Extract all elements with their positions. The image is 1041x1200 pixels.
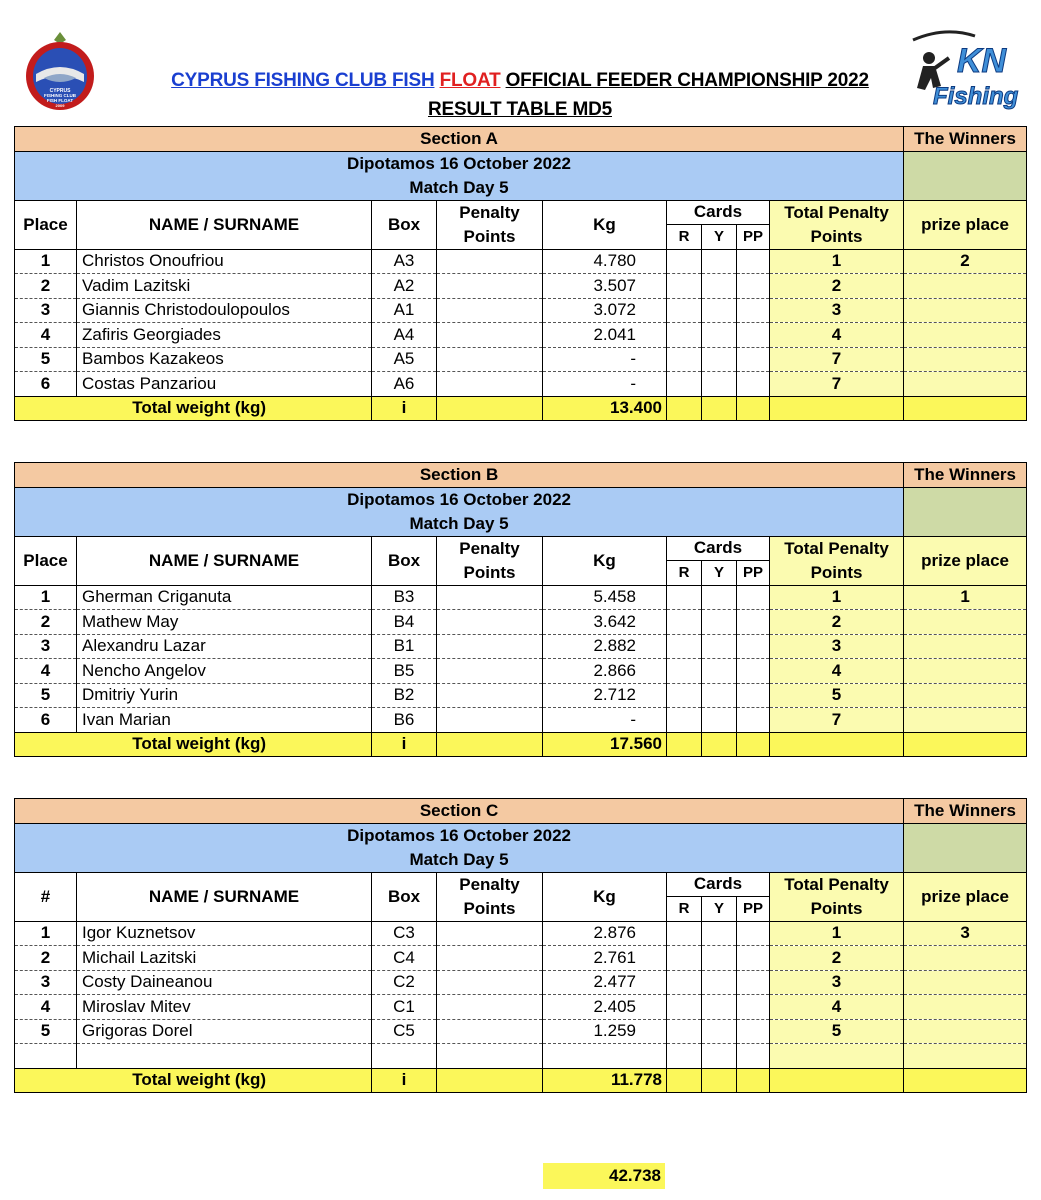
total-penalty-cell: 1 (770, 585, 904, 610)
kg-cell: - (543, 372, 667, 397)
name-cell: Costas Panzariou (77, 372, 372, 397)
card-pp-cell (737, 946, 770, 971)
kn-logo-text: KN (957, 42, 1007, 80)
name-cell: Grigoras Dorel (77, 1019, 372, 1044)
total-penalty-cell: 2 (770, 274, 904, 299)
card-y-cell (702, 659, 737, 684)
card-pp-cell (737, 274, 770, 299)
card-y-cell (702, 323, 737, 348)
total-weight-kg: 13.400 (543, 396, 667, 421)
box-cell: A2 (372, 274, 437, 299)
kg-header: Kg (543, 536, 667, 585)
penalty-cell (437, 372, 543, 397)
total-penalty-cell: 3 (770, 634, 904, 659)
card-pp-header: PP (737, 897, 770, 922)
prize-place-header: prize place (904, 200, 1027, 249)
penalty-cell (437, 610, 543, 635)
table-row (15, 274, 1027, 299)
box-header: Box (372, 200, 437, 249)
card-r-cell (667, 995, 702, 1020)
name-header: NAME / SURNAME (77, 536, 372, 585)
prize-place-cell (904, 372, 1027, 397)
card-y-cell (702, 274, 737, 299)
name-header: NAME / SURNAME (77, 200, 372, 249)
prize-place-header: prize place (904, 536, 1027, 585)
total-penalty-empty (437, 1068, 543, 1093)
prize-place-cell (904, 634, 1027, 659)
winners-header: The Winners (904, 127, 1027, 152)
total-penalty-cell: 4 (770, 995, 904, 1020)
total-penalty-header: Total Penalty (770, 872, 904, 897)
name-cell: Miroslav Mitev (77, 995, 372, 1020)
card-r-cell (667, 659, 702, 684)
penalty-cell (437, 249, 543, 274)
place-cell: 3 (15, 298, 77, 323)
winners-cell (904, 823, 1027, 872)
total-penalty-empty (437, 732, 543, 757)
box-cell: C1 (372, 995, 437, 1020)
table-row (15, 708, 1027, 733)
kg-cell: 2.761 (543, 946, 667, 971)
prize-place-cell (904, 970, 1027, 995)
total-weight-label: Total weight (kg) (15, 396, 372, 421)
card-y-cell (702, 946, 737, 971)
card-r-cell (667, 708, 702, 733)
table-row (15, 683, 1027, 708)
section-table (14, 462, 1027, 757)
prize-place-cell (904, 683, 1027, 708)
card-r-cell (667, 921, 702, 946)
total-penalty-cell: 5 (770, 1019, 904, 1044)
box-cell: C5 (372, 1019, 437, 1044)
kg-cell: 2.712 (543, 683, 667, 708)
total-penalty-cell: 7 (770, 708, 904, 733)
place-cell: 2 (15, 610, 77, 635)
penalty-cell (437, 1019, 543, 1044)
total-penalty-cell: 2 (770, 610, 904, 635)
card-r-cell (667, 323, 702, 348)
card-pp-cell (737, 298, 770, 323)
table-row (15, 970, 1027, 995)
name-cell: Dmitriy Yurin (77, 683, 372, 708)
penalty-cell (437, 921, 543, 946)
card-y-cell (702, 1019, 737, 1044)
match-date: Dipotamos 16 October 2022 (15, 487, 904, 512)
section-title: Section C (15, 799, 904, 824)
total-prize-empty (904, 732, 1027, 757)
page-title (110, 70, 930, 92)
penalty-cell (437, 634, 543, 659)
kg-header: Kg (543, 872, 667, 921)
penalty-cell (437, 683, 543, 708)
card-r-cell (667, 298, 702, 323)
table-row (15, 1044, 1027, 1069)
match-day: Match Day 5 (15, 512, 904, 537)
title-part-1: CYPRUS FISHING CLUB FISH (171, 70, 435, 91)
card-y-cell (702, 610, 737, 635)
total-penalty-empty (437, 396, 543, 421)
place-cell: 1 (15, 249, 77, 274)
card-y-cell (702, 249, 737, 274)
card-r-cell (667, 1019, 702, 1044)
penalty-cell (437, 274, 543, 299)
kg-cell: 2.876 (543, 921, 667, 946)
card-r-header: R (667, 561, 702, 586)
section-table (14, 798, 1027, 1093)
place-cell: 1 (15, 921, 77, 946)
table-row (15, 585, 1027, 610)
card-y-cell (702, 970, 737, 995)
section-title: Section A (15, 127, 904, 152)
box-cell: A1 (372, 298, 437, 323)
name-cell: Vadim Lazitski (77, 274, 372, 299)
winners-header: The Winners (904, 463, 1027, 488)
penalty-header-2: Points (437, 897, 543, 922)
card-pp-cell (737, 323, 770, 348)
name-cell: Igor Kuznetsov (77, 921, 372, 946)
card-pp-cell (737, 995, 770, 1020)
card-pp-cell (737, 683, 770, 708)
table-row (15, 659, 1027, 684)
total-penalty-cell: 3 (770, 298, 904, 323)
place-cell: 6 (15, 708, 77, 733)
penalty-cell (437, 708, 543, 733)
name-cell: Michail Lazitski (77, 946, 372, 971)
box-cell: A3 (372, 249, 437, 274)
name-cell: Gherman Criganuta (77, 585, 372, 610)
table-row (15, 1019, 1027, 1044)
place-cell: 4 (15, 995, 77, 1020)
cards-header: Cards (667, 536, 770, 561)
card-y-cell (702, 1044, 737, 1069)
total-penalty-sum (770, 396, 904, 421)
kg-cell: 3.507 (543, 274, 667, 299)
table-row (15, 946, 1027, 971)
total-weight-kg: 17.560 (543, 732, 667, 757)
card-y-cell (702, 995, 737, 1020)
total-penalty-sum (770, 732, 904, 757)
kg-cell: 2.405 (543, 995, 667, 1020)
winners-header: The Winners (904, 799, 1027, 824)
card-pp-cell (737, 610, 770, 635)
box-cell: B3 (372, 585, 437, 610)
club-logo-line-2: FISHING CLUB (44, 93, 76, 98)
card-r-cell (667, 372, 702, 397)
card-y-cell (702, 298, 737, 323)
total-penalty-cell: 1 (770, 249, 904, 274)
card-pp-cell (737, 372, 770, 397)
total-penalty-header-2: Points (770, 225, 904, 250)
place-cell (15, 1044, 77, 1069)
kg-cell: 2.477 (543, 970, 667, 995)
total-card-y (702, 732, 737, 757)
place-cell: 2 (15, 946, 77, 971)
prize-place-cell (904, 323, 1027, 348)
kg-cell: 3.072 (543, 298, 667, 323)
prize-place-cell (904, 708, 1027, 733)
kg-cell: 5.458 (543, 585, 667, 610)
box-cell: B2 (372, 683, 437, 708)
total-weight-label: Total weight (kg) (15, 732, 372, 757)
name-cell: Bambos Kazakeos (77, 347, 372, 372)
name-cell: Giannis Christodoulopoulos (77, 298, 372, 323)
total-weight-label: Total weight (kg) (15, 1068, 372, 1093)
place-cell: 1 (15, 585, 77, 610)
card-pp-cell (737, 1044, 770, 1069)
penalty-header-2: Points (437, 561, 543, 586)
match-date: Dipotamos 16 October 2022 (15, 823, 904, 848)
total-i-cell: i (372, 732, 437, 757)
total-i-cell: i (372, 1068, 437, 1093)
total-penalty-cell: 7 (770, 347, 904, 372)
kg-header: Kg (543, 200, 667, 249)
penalty-cell (437, 1044, 543, 1069)
card-pp-header: PP (737, 225, 770, 250)
name-cell: Mathew May (77, 610, 372, 635)
table-row (15, 995, 1027, 1020)
winners-cell (904, 151, 1027, 200)
prize-place-cell: 1 (904, 585, 1027, 610)
place-header: Place (15, 536, 77, 585)
table-row (15, 634, 1027, 659)
total-row (15, 1068, 1027, 1093)
total-i-cell: i (372, 396, 437, 421)
card-pp-cell (737, 585, 770, 610)
prize-place-header: prize place (904, 872, 1027, 921)
prize-place-cell: 3 (904, 921, 1027, 946)
penalty-header: Penalty (437, 200, 543, 225)
card-pp-cell (737, 347, 770, 372)
kg-cell: 2.041 (543, 323, 667, 348)
total-penalty-cell: 5 (770, 683, 904, 708)
match-day: Match Day 5 (15, 848, 904, 873)
total-prize-empty (904, 396, 1027, 421)
penalty-cell (437, 347, 543, 372)
box-cell: B4 (372, 610, 437, 635)
cards-header: Cards (667, 872, 770, 897)
card-y-cell (702, 708, 737, 733)
card-y-header: Y (702, 897, 737, 922)
box-cell: B1 (372, 634, 437, 659)
card-y-cell (702, 372, 737, 397)
prize-place-cell (904, 298, 1027, 323)
card-r-cell (667, 683, 702, 708)
club-logo-line-3: FISH FLOAT (46, 98, 74, 103)
box-header: Box (372, 536, 437, 585)
box-header: Box (372, 872, 437, 921)
card-pp-cell (737, 921, 770, 946)
winners-cell (904, 487, 1027, 536)
place-cell: 2 (15, 274, 77, 299)
club-logo-line-4: 2009 (55, 103, 65, 108)
fishing-logo-text: Fishing (933, 83, 1019, 110)
total-card-y (702, 1068, 737, 1093)
total-card-pp (737, 1068, 770, 1093)
kg-cell: - (543, 708, 667, 733)
card-r-header: R (667, 225, 702, 250)
total-card-pp (737, 732, 770, 757)
table-row (15, 921, 1027, 946)
box-cell: A4 (372, 323, 437, 348)
card-y-header: Y (702, 561, 737, 586)
place-header: Place (15, 200, 77, 249)
card-r-header: R (667, 897, 702, 922)
grand-total-kg: 42.738 (543, 1163, 665, 1189)
total-card-r (667, 732, 702, 757)
name-cell: Christos Onoufriou (77, 249, 372, 274)
penalty-cell (437, 995, 543, 1020)
total-penalty-cell: 1 (770, 921, 904, 946)
kg-cell: 4.780 (543, 249, 667, 274)
card-y-cell (702, 683, 737, 708)
card-r-cell (667, 970, 702, 995)
place-cell: 3 (15, 970, 77, 995)
card-pp-header: PP (737, 561, 770, 586)
prize-place-cell (904, 946, 1027, 971)
prize-place-cell (904, 995, 1027, 1020)
box-cell: C4 (372, 946, 437, 971)
section-title: Section B (15, 463, 904, 488)
table-row (15, 610, 1027, 635)
place-cell: 5 (15, 347, 77, 372)
card-pp-cell (737, 970, 770, 995)
prize-place-cell (904, 274, 1027, 299)
total-row (15, 732, 1027, 757)
total-penalty-cell: 7 (770, 372, 904, 397)
total-row (15, 396, 1027, 421)
place-cell: 3 (15, 634, 77, 659)
prize-place-cell (904, 1019, 1027, 1044)
card-pp-cell (737, 634, 770, 659)
section-table (14, 126, 1027, 421)
total-penalty-sum (770, 1068, 904, 1093)
place-cell: 5 (15, 1019, 77, 1044)
penalty-header: Penalty (437, 536, 543, 561)
place-cell: 6 (15, 372, 77, 397)
card-y-header: Y (702, 225, 737, 250)
card-y-cell (702, 347, 737, 372)
club-logo-line-1: CYPRUS (49, 88, 71, 94)
total-penalty-header: Total Penalty (770, 536, 904, 561)
prize-place-cell (904, 347, 1027, 372)
match-day: Match Day 5 (15, 176, 904, 201)
table-row (15, 323, 1027, 348)
total-penalty-header-2: Points (770, 897, 904, 922)
place-cell: 5 (15, 683, 77, 708)
table-row (15, 249, 1027, 274)
name-cell: Ivan Marian (77, 708, 372, 733)
kg-cell: 2.882 (543, 634, 667, 659)
box-cell: B5 (372, 659, 437, 684)
prize-place-cell: 2 (904, 249, 1027, 274)
box-cell: A5 (372, 347, 437, 372)
kg-cell: 3.642 (543, 610, 667, 635)
name-header: NAME / SURNAME (77, 872, 372, 921)
penalty-header: Penalty (437, 872, 543, 897)
total-card-r (667, 396, 702, 421)
box-cell: C3 (372, 921, 437, 946)
table-row (15, 372, 1027, 397)
table-row (15, 298, 1027, 323)
penalty-cell (437, 659, 543, 684)
kg-cell: 2.866 (543, 659, 667, 684)
card-pp-cell (737, 249, 770, 274)
box-cell (372, 1044, 437, 1069)
card-r-cell (667, 946, 702, 971)
kg-cell (543, 1044, 667, 1069)
total-card-y (702, 396, 737, 421)
card-r-cell (667, 1044, 702, 1069)
total-card-pp (737, 396, 770, 421)
total-weight-kg: 11.778 (543, 1068, 667, 1093)
kg-cell: - (543, 347, 667, 372)
card-y-cell (702, 634, 737, 659)
penalty-cell (437, 970, 543, 995)
card-pp-cell (737, 708, 770, 733)
table-row (15, 347, 1027, 372)
box-cell: A6 (372, 372, 437, 397)
prize-place-cell (904, 610, 1027, 635)
club-logo (22, 30, 98, 112)
name-cell: Costy Daineanou (77, 970, 372, 995)
place-cell: 4 (15, 323, 77, 348)
total-prize-empty (904, 1068, 1027, 1093)
card-r-cell (667, 274, 702, 299)
card-r-cell (667, 585, 702, 610)
name-cell: Alexandru Lazar (77, 634, 372, 659)
card-r-cell (667, 347, 702, 372)
match-date: Dipotamos 16 October 2022 (15, 151, 904, 176)
place-header: # (15, 872, 77, 921)
cards-header: Cards (667, 200, 770, 225)
total-penalty-cell (770, 1044, 904, 1069)
box-cell: C2 (372, 970, 437, 995)
title-part-3: OFFICIAL FEEDER CHAMPIONSHIP 2022 (505, 70, 869, 91)
card-pp-cell (737, 1019, 770, 1044)
card-r-cell (667, 249, 702, 274)
name-cell (77, 1044, 372, 1069)
total-card-r (667, 1068, 702, 1093)
total-penalty-cell: 3 (770, 970, 904, 995)
page-subtitle: RESULT TABLE MD5 (428, 99, 612, 120)
total-penalty-header-2: Points (770, 561, 904, 586)
box-cell: B6 (372, 708, 437, 733)
penalty-header-2: Points (437, 225, 543, 250)
card-y-cell (702, 585, 737, 610)
total-penalty-cell: 4 (770, 323, 904, 348)
total-penalty-cell: 2 (770, 946, 904, 971)
name-cell: Nencho Angelov (77, 659, 372, 684)
card-r-cell (667, 634, 702, 659)
place-cell: 4 (15, 659, 77, 684)
card-pp-cell (737, 659, 770, 684)
total-penalty-header: Total Penalty (770, 200, 904, 225)
penalty-cell (437, 298, 543, 323)
prize-place-cell (904, 1044, 1027, 1069)
total-penalty-cell: 4 (770, 659, 904, 684)
title-part-2: FLOAT (439, 70, 501, 91)
penalty-cell (437, 946, 543, 971)
card-r-cell (667, 610, 702, 635)
prize-place-cell (904, 659, 1027, 684)
card-y-cell (702, 921, 737, 946)
penalty-cell (437, 323, 543, 348)
kg-cell: 1.259 (543, 1019, 667, 1044)
name-cell: Zafiris Georgiades (77, 323, 372, 348)
penalty-cell (437, 585, 543, 610)
